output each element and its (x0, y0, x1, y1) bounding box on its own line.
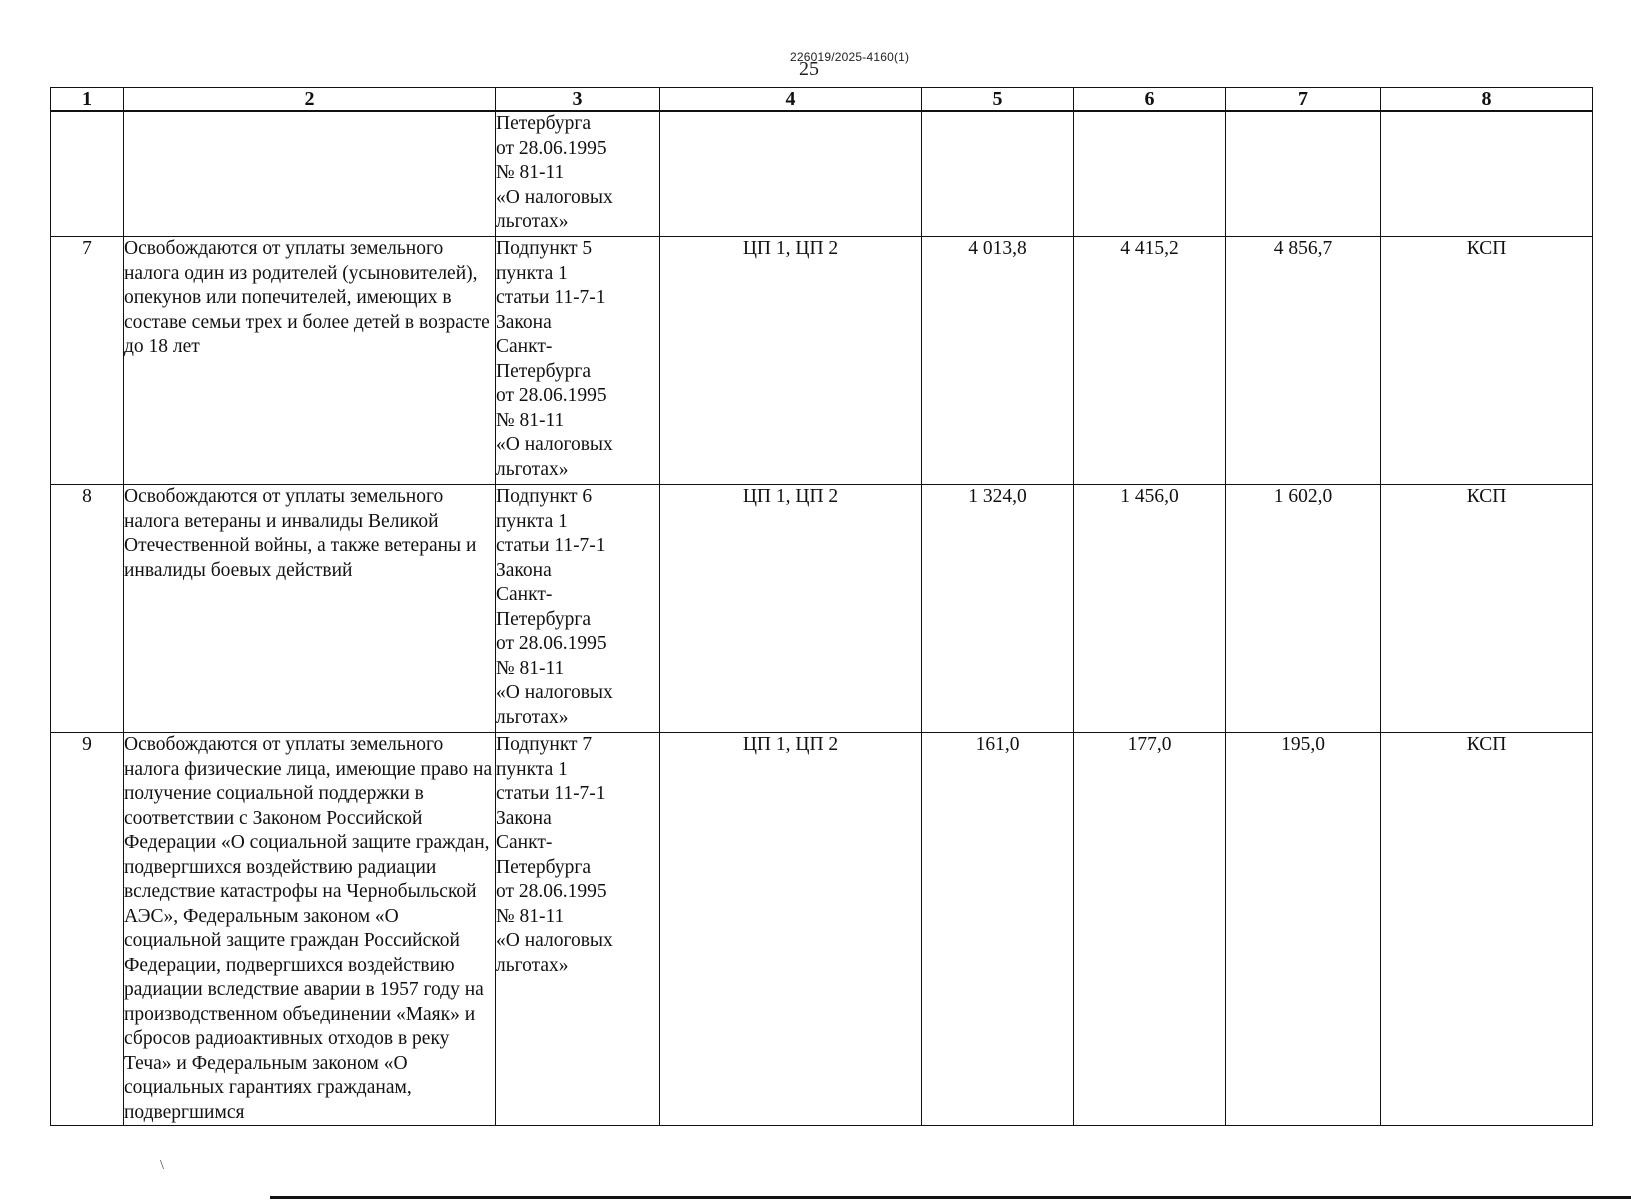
cell-description: Освобождаются от уплаты земельного налога физические лица, имеющие право на получение социальной поддержки в соответствии с Законом Российской Федерации «О социальной защите граждан, подвергшихся воздействию радиации вследствие катастрофы на Чернобыльской АЭС», Федеральным законом «О социальной защите граждан Российской Федерации, подвергшихся воздействию радиации вследствие аварии в 1957 году на производственном объединении «Маяк» и сбросов радиоактивных отходов в реку Теча» и Федеральным законом «О социальных гарантиях гражданам, подвергшимся (124, 733, 496, 1126)
document-registration-stamp: 226019/2025-4160(1) (790, 50, 910, 64)
cell-value-7: 195,0 (1226, 733, 1381, 1126)
table-row (51, 485, 1593, 733)
cell-value-6 (1074, 111, 1226, 237)
column-number-header-row (51, 88, 1593, 112)
cell-curator (1381, 111, 1593, 237)
column-header-1: 1 (51, 88, 124, 112)
table-row (51, 237, 1593, 485)
cell-value-7 (1226, 111, 1381, 237)
cell-goals (660, 111, 922, 237)
cell-curator: КСП (1381, 733, 1593, 1126)
page-number: 25 (799, 58, 819, 80)
column-header-2: 2 (124, 88, 496, 112)
tax-benefits-table (50, 87, 1593, 1126)
cell-goals: ЦП 1, ЦП 2 (660, 485, 922, 733)
cell-num: 8 (51, 485, 124, 733)
cell-description: Освобождаются от уплаты земельного налога ветераны и инвалиды Великой Отечественной войны, а также ветераны и инвалиды боевых действий (124, 485, 496, 733)
table-row-continuation (51, 111, 1593, 237)
cell-goals: ЦП 1, ЦП 2 (660, 733, 922, 1126)
cell-description: Освобождаются от уплаты земельного налога один из родителей (усыновителей), опекунов или попечителей, имеющих в составе семьи трех и более детей в возрасте до 18 лет (124, 237, 496, 485)
column-header-8: 8 (1381, 88, 1593, 112)
cell-legal-basis: Подпункт 5 пункта 1 статьи 11-7-1 Закона Санкт- Петербурга от 28.06.1995 № 81-11 «О налоговых льготах» (496, 237, 660, 485)
cell-description (124, 111, 496, 237)
column-header-7: 7 (1226, 88, 1381, 112)
cell-curator: КСП (1381, 237, 1593, 485)
table-row (51, 733, 1593, 1126)
cell-curator: КСП (1381, 485, 1593, 733)
cell-num (51, 111, 124, 237)
column-header-6: 6 (1074, 88, 1226, 112)
column-header-4: 4 (660, 88, 922, 112)
column-header-3: 3 (496, 88, 660, 112)
cell-legal-basis: Петербурга от 28.06.1995 № 81-11 «О налоговых льготах» (496, 111, 660, 237)
cell-value-6: 1 456,0 (1074, 485, 1226, 733)
cell-value-5: 1 324,0 (922, 485, 1074, 733)
cell-value-6: 177,0 (1074, 733, 1226, 1126)
scan-edge-line (270, 1196, 1631, 1199)
cell-legal-basis: Подпункт 7 пункта 1 статьи 11-7-1 Закона Санкт- Петербурга от 28.06.1995 № 81-11 «О налоговых льготах» (496, 733, 660, 1126)
cell-value-6: 4 415,2 (1074, 237, 1226, 485)
cell-value-5: 161,0 (922, 733, 1074, 1126)
cell-legal-basis: Подпункт 6 пункта 1 статьи 11-7-1 Закона Санкт- Петербурга от 28.06.1995 № 81-11 «О налоговых льготах» (496, 485, 660, 733)
column-header-5: 5 (922, 88, 1074, 112)
cell-num: 9 (51, 733, 124, 1126)
cell-value-7: 1 602,0 (1226, 485, 1381, 733)
cell-value-5: 4 013,8 (922, 237, 1074, 485)
scan-speck: \ (160, 1158, 164, 1173)
cell-value-7: 4 856,7 (1226, 237, 1381, 485)
cell-num: 7 (51, 237, 124, 485)
cell-goals: ЦП 1, ЦП 2 (660, 237, 922, 485)
cell-value-5 (922, 111, 1074, 237)
